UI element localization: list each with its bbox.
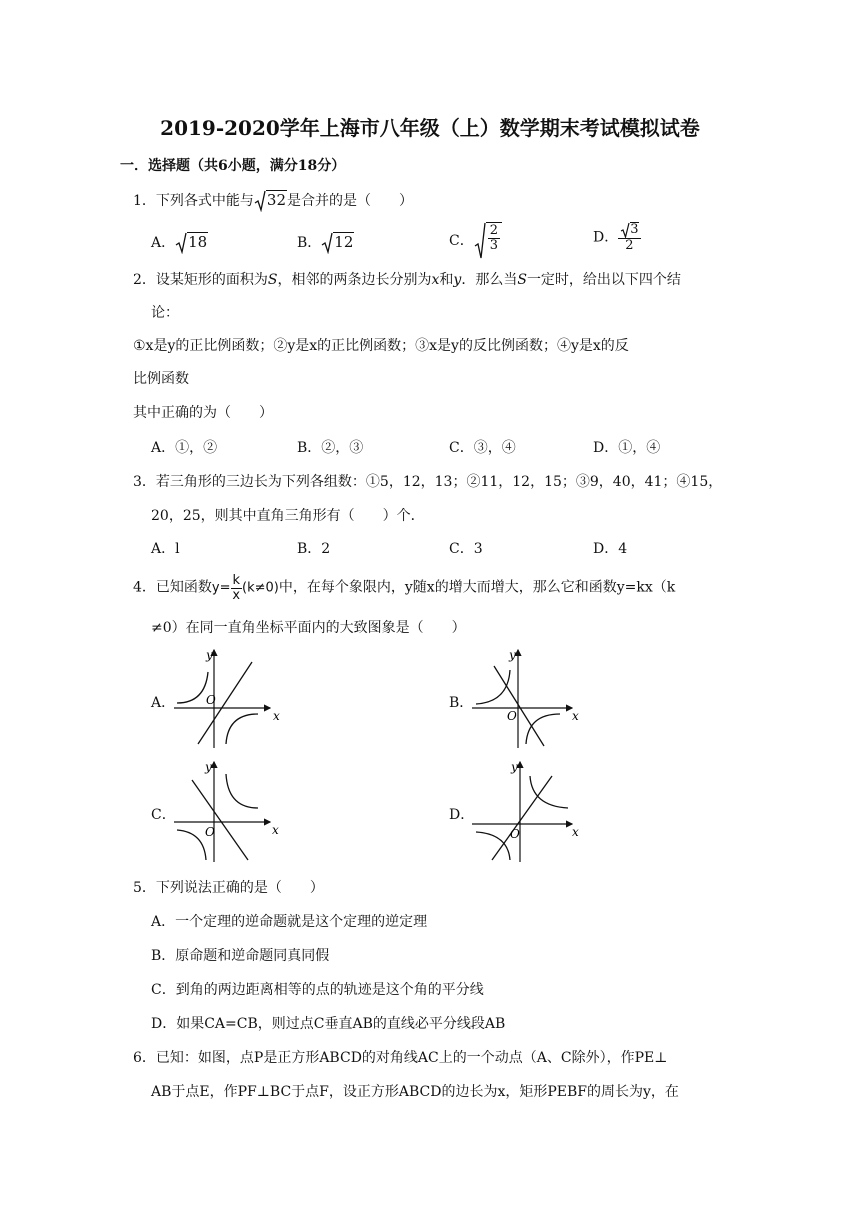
question-4-line-1: 4．已知函数y= $\frac{k}{x}$ (k≠0)中，在每个象限内，y随x的增大而增大，那么它和函数y=kx（k bbox=[133, 573, 676, 603]
svg-text:O: O bbox=[507, 709, 517, 723]
y-axis-label: y bbox=[206, 648, 213, 662]
q2-option-d[interactable]: D．①，④ bbox=[593, 440, 661, 456]
question-2-line-5: 其中正确的为（ ） bbox=[133, 405, 273, 421]
q1-option-b[interactable]: B． 12 bbox=[297, 233, 354, 251]
svg-text:y: y bbox=[511, 760, 518, 774]
q5-option-d[interactable]: D．如果CA=CB，则过点C垂直AB的直线必平分线段AB bbox=[151, 1016, 506, 1032]
q3-option-d[interactable]: D．4 bbox=[593, 541, 628, 557]
q5-option-b[interactable]: B．原命题和逆命题同真同假 bbox=[151, 948, 330, 964]
question-5-stem: 5．下列说法正确的是（ ） bbox=[133, 880, 324, 896]
q2-option-b[interactable]: B．②，③ bbox=[297, 440, 364, 456]
q4-option-b[interactable]: B． bbox=[449, 695, 474, 711]
question-4-line-2: ≠0）在同一直角坐标平面内的大致图象是（ ） bbox=[151, 620, 466, 636]
question-3-line-1: 3．若三角形的三边长为下列各组数：①5，12，13；②11，12，15；③9，40，41；④15， bbox=[133, 474, 723, 490]
svg-text:x: x bbox=[272, 823, 279, 837]
page-title: 2019-2020学年上海市八年级（上）数学期末考试模拟试卷 bbox=[160, 116, 700, 140]
graph-option-c[interactable] bbox=[172, 758, 282, 864]
q5-option-c[interactable]: C．到角的两边距离相等的点的轨迹是这个角的平分线 bbox=[151, 982, 484, 998]
origin-label: O bbox=[206, 693, 216, 707]
q1-option-c[interactable]: C． $\frac{2}{3}$ bbox=[449, 222, 502, 260]
graph-option-a[interactable] bbox=[172, 646, 282, 750]
svg-text:O: O bbox=[510, 827, 520, 841]
question-6-line-2: AB于点E，作PF⊥BC于点F，设正方形ABCD的边长为x，矩形PEBF的周长为y，在 bbox=[151, 1084, 679, 1100]
question-6-line-1: 6．已知：如图，点P是正方形ABCD的对角线AC上的一个动点（A、C除外），作PE⊥ bbox=[133, 1050, 668, 1066]
q3-option-b[interactable]: B．2 bbox=[297, 541, 331, 557]
question-2-line-2: 论： bbox=[151, 305, 179, 321]
x-axis-label: x bbox=[273, 709, 280, 723]
q1-option-a[interactable]: A． 18 bbox=[151, 233, 208, 251]
svg-text:y: y bbox=[509, 648, 516, 662]
inverse-function-formula: y= $\frac{k}{x}$ (k≠0) bbox=[211, 573, 279, 603]
q3-option-a[interactable]: A．l bbox=[151, 541, 180, 557]
q4-option-a[interactable]: A． bbox=[151, 695, 176, 711]
question-2-line-4: 比例函数 bbox=[133, 371, 189, 387]
q4-option-c[interactable]: C． bbox=[151, 807, 176, 823]
svg-text:O: O bbox=[205, 825, 215, 839]
svg-text:x: x bbox=[572, 709, 579, 723]
q4-option-d[interactable]: D． bbox=[449, 807, 475, 823]
q1-option-d[interactable]: D． $\frac{3}{2}$ bbox=[593, 222, 639, 253]
question-3-line-2: 20，25，则其中直角三角形有（ ）个． bbox=[151, 508, 425, 524]
section-heading: 一．选择题（共6小题，满分18分） bbox=[120, 158, 346, 174]
q2-option-a[interactable]: A．①，② bbox=[151, 440, 218, 456]
q2-option-c[interactable]: C．③，④ bbox=[449, 440, 516, 456]
q5-option-a[interactable]: A．一个定理的逆命题就是这个定理的逆定理 bbox=[151, 914, 428, 930]
question-2-line-3: ①x是y的正比例函数；②y是x的正比例函数；③x是y的反比例函数；④y是x的反 bbox=[133, 338, 629, 354]
svg-text:x: x bbox=[572, 825, 579, 839]
radical-32: 32 bbox=[254, 190, 287, 212]
graph-option-b[interactable] bbox=[470, 646, 580, 750]
graph-option-d[interactable] bbox=[470, 758, 580, 864]
svg-text:y: y bbox=[205, 760, 212, 774]
question-2-line-1: 2．设某矩形的面积为S，相邻的两条边长分别为x和y．那么当S一定时，给出以下四个结 bbox=[133, 272, 681, 288]
question-1-stem: 1．下列各式中能与 32 是合并的是（ ） bbox=[133, 190, 413, 212]
q3-option-c[interactable]: C．3 bbox=[449, 541, 483, 557]
